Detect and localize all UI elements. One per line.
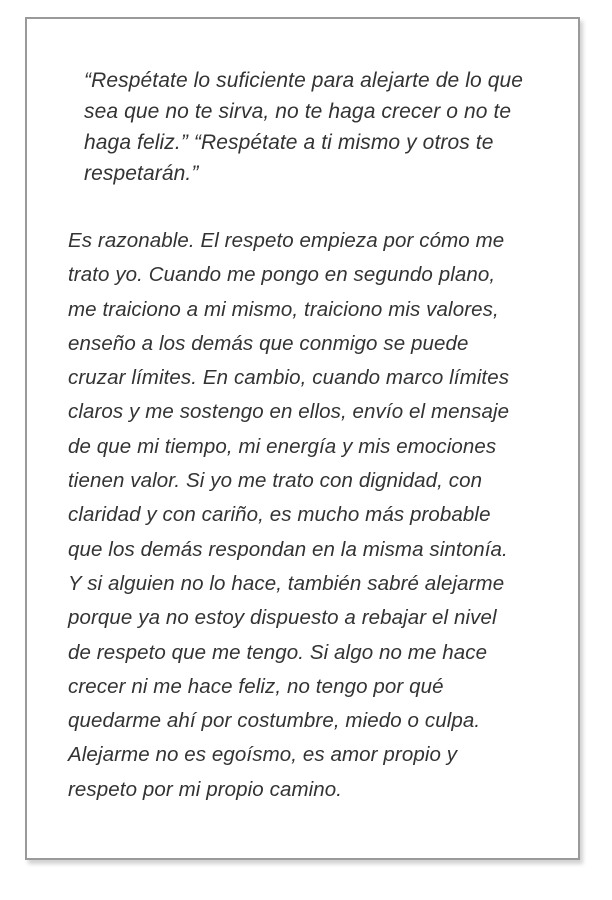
body-line: que los demás respondan en la misma sintonía.: [68, 537, 508, 561]
body-line: quedarme ahí por costumbre, miedo o culpa.: [68, 709, 481, 733]
text-card: [25, 17, 580, 860]
body-paragraph: [68, 224, 552, 807]
body-line: Alejarme no es egoísmo, es amor propio y: [68, 743, 458, 767]
quote-line: haga feliz.” “Respétate a ti mismo y otros te: [84, 131, 494, 154]
body-line: de que mi tiempo, mi energía y mis emociones: [68, 434, 497, 458]
body-line: respeto por mi propio camino.: [68, 777, 343, 801]
body-line: porque ya no estoy dispuesto a rebajar el nivel: [68, 606, 497, 630]
body-line: tienen valor. Si yo me trato con dignidad, con: [68, 469, 483, 493]
body-line: trato yo. Cuando me pongo en segundo plano,: [68, 263, 496, 287]
quote-line: respetarán.”: [84, 162, 199, 185]
body-line: cruzar límites. En cambio, cuando marco límites: [68, 366, 510, 390]
quote-block: [84, 65, 564, 189]
body-line: claros y me sostengo en ellos, envío el mensaje: [68, 400, 510, 424]
body-line: Y si alguien no lo hace, también sabré alejarme: [68, 571, 505, 595]
quote-line: “Respétate lo suficiente para alejarte de lo que: [84, 69, 524, 92]
body-line: crecer ni me hace feliz, no tengo por qué: [68, 674, 444, 698]
quote-line: sea que no te sirva, no te haga crecer o no te: [84, 100, 512, 123]
body-line: claridad y con cariño, es mucho más probable: [68, 503, 491, 527]
body-line: Es razonable. El respeto empieza por cómo me: [68, 229, 505, 252]
body-line: de respeto que me tengo. Si algo no me hace: [68, 640, 488, 664]
body-line: me traiciono a mi mismo, traiciono mis valores,: [68, 297, 499, 321]
body-line: enseño a los demás que conmigo se puede: [68, 331, 469, 355]
